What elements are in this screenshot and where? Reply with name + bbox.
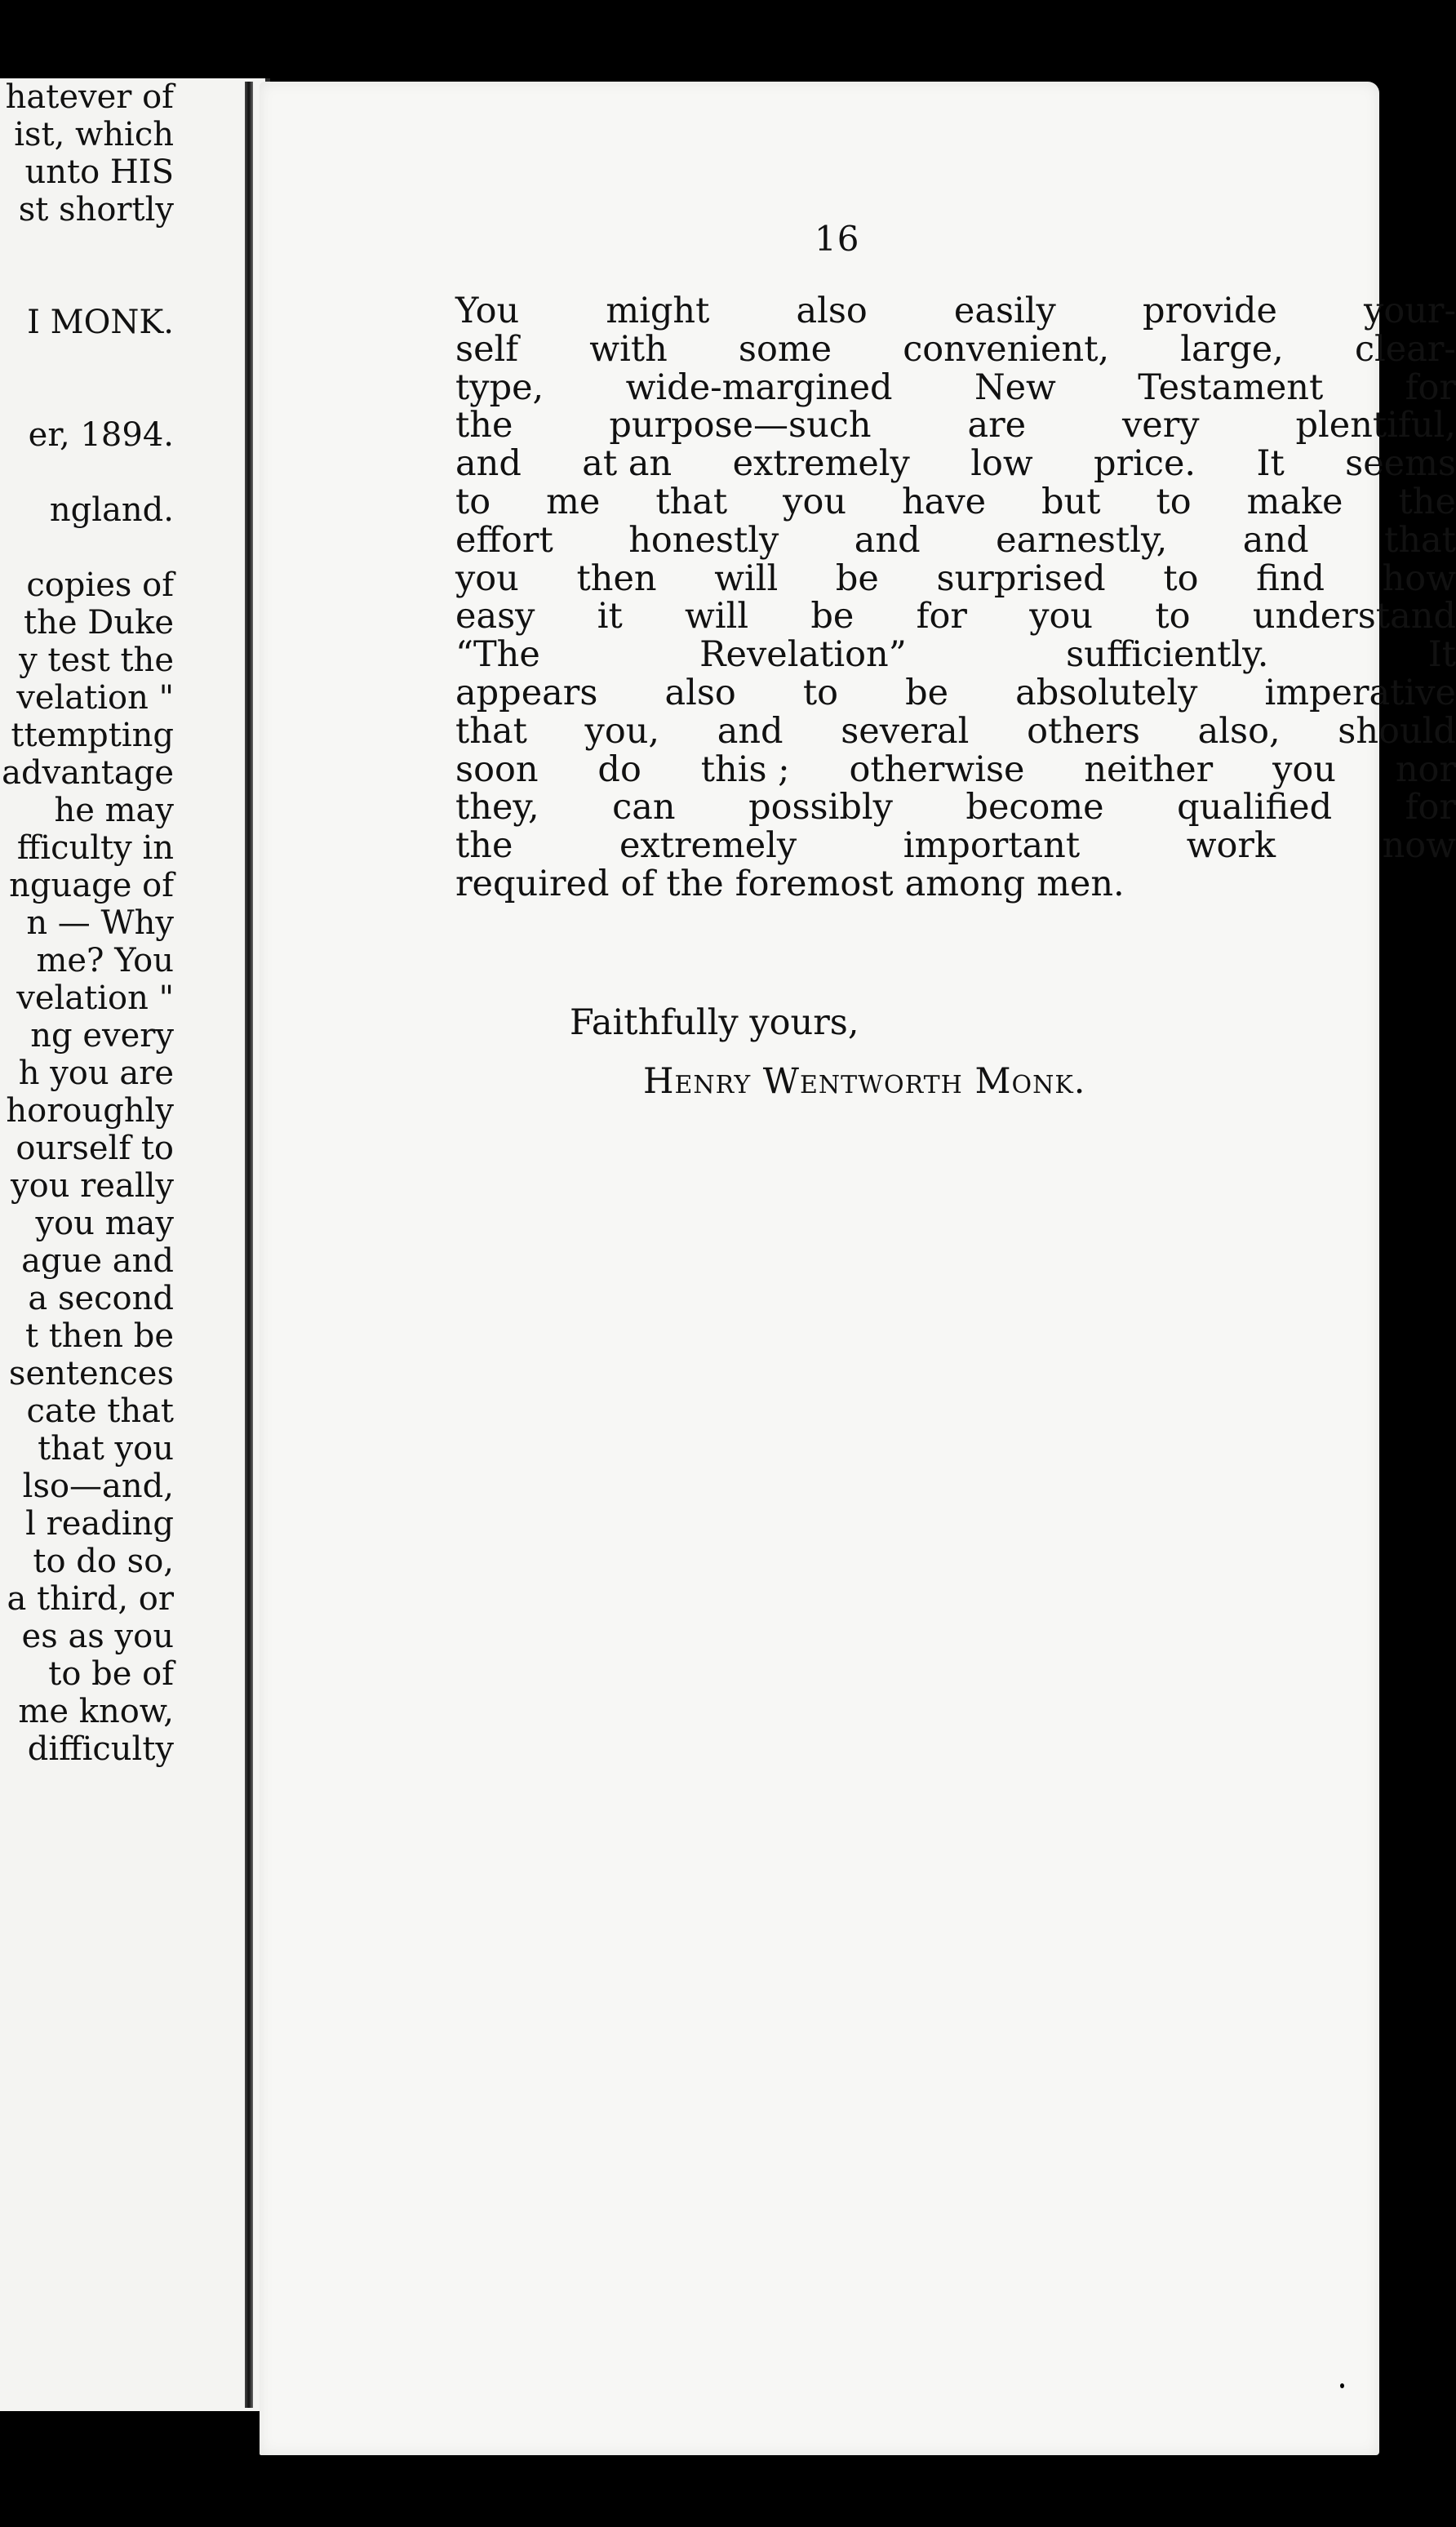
letter-word: easy	[455, 596, 535, 637]
letter-word: convenient,	[903, 328, 1110, 370]
letter-word: to	[455, 481, 491, 522]
previous-page-line: lso—and,	[22, 1468, 174, 1505]
letter-word: you	[1029, 596, 1094, 637]
letter-line	[455, 865, 1456, 904]
letter-word: to	[1163, 557, 1199, 599]
letter-word: men.	[1037, 863, 1125, 904]
letter-word: of	[620, 863, 655, 904]
letter-word: at an	[582, 443, 673, 485]
previous-page-line	[0, 229, 174, 266]
letter-line	[455, 827, 1456, 865]
previous-page-line: ngland.	[49, 491, 174, 529]
letter-word: surprised	[936, 557, 1106, 599]
letter-word: will	[714, 557, 779, 599]
previous-page-line: velation "	[16, 679, 174, 717]
letter-word: for	[1405, 787, 1456, 828]
letter-word: the	[455, 825, 513, 867]
previous-page-line: es as you	[21, 1618, 174, 1655]
letter-line	[455, 636, 1456, 674]
previous-page-line: er, 1894.	[28, 416, 174, 454]
letter-line	[455, 788, 1456, 827]
letter-word: clear-	[1354, 328, 1456, 370]
letter-word: New	[974, 366, 1056, 408]
letter-word: be	[810, 596, 855, 637]
letter-word: and	[455, 443, 522, 485]
letter-word: do	[597, 748, 641, 790]
letter-word: among	[904, 863, 1026, 904]
letter-line	[455, 674, 1456, 713]
previous-page-line: unto HIS	[24, 153, 174, 191]
previous-page-line	[0, 341, 174, 379]
previous-page-line: l reading	[25, 1505, 174, 1543]
previous-page-line: me? You	[36, 942, 174, 979]
scan-speck	[1340, 2383, 1344, 2388]
letter-word: to	[1155, 596, 1191, 637]
letter-word: but	[1041, 481, 1101, 522]
letter-line	[455, 406, 1456, 445]
letter-word: earnestly,	[996, 519, 1168, 561]
letter-word: and	[854, 519, 921, 561]
letter-word: seems	[1345, 443, 1456, 485]
letter-line	[455, 748, 1456, 790]
letter-word: possibly	[748, 787, 893, 828]
letter-word: how	[1382, 557, 1456, 599]
letter-word: imperative	[1264, 672, 1456, 713]
letter-word: that	[655, 481, 728, 522]
letter-line	[455, 557, 1456, 599]
letter-line	[455, 328, 1456, 370]
letter-word: you	[1272, 748, 1336, 790]
letter-line	[455, 445, 1456, 483]
previous-page-line: you really	[11, 1167, 174, 1205]
letter-word: might	[606, 291, 710, 331]
letter-word: be	[905, 672, 949, 713]
page-number: 16	[815, 219, 860, 259]
letter-word: type,	[455, 366, 544, 408]
letter-word: your-	[1364, 291, 1456, 331]
letter-word: work	[1186, 825, 1276, 867]
letter-word: make	[1246, 481, 1343, 522]
letter-word: will	[685, 596, 749, 637]
previous-page-line: me know,	[18, 1693, 174, 1730]
letter-word: large,	[1180, 328, 1284, 370]
letter-word: otherwise	[849, 748, 1025, 790]
letter-word: neither	[1084, 748, 1214, 790]
previous-page-line: I MONK.	[27, 304, 174, 341]
letter-word: with	[589, 328, 668, 370]
previous-page-line	[0, 379, 174, 416]
letter-word: also,	[1197, 710, 1281, 752]
letter-word: others	[1027, 710, 1140, 752]
letter-line	[455, 710, 1456, 752]
previous-page-fragment	[0, 78, 270, 2411]
previous-page-line: nguage of	[9, 867, 174, 904]
letter-word: honestly	[628, 519, 779, 561]
previous-page-line: the Duke	[24, 604, 174, 642]
letter-word: that	[1384, 519, 1456, 561]
previous-page-line	[0, 266, 174, 304]
letter-word: you	[783, 481, 847, 522]
letter-word: qualified	[1177, 787, 1333, 828]
letter-word: It	[1256, 443, 1285, 485]
letter-word: wide-margined	[625, 366, 893, 408]
letter-word: You	[455, 291, 520, 331]
previous-page-line: to be of	[48, 1655, 174, 1693]
previous-page-line: n — Why	[26, 904, 174, 942]
letter-word: the	[455, 405, 513, 446]
letter-word: very	[1121, 405, 1200, 446]
letter-word: understand	[1252, 596, 1456, 637]
letter-word: for	[916, 596, 967, 637]
letter-word: me	[546, 481, 601, 522]
previous-page-line: ague and	[21, 1242, 174, 1280]
previous-page-line: to do so,	[33, 1543, 174, 1580]
letter-word: easily	[953, 291, 1056, 331]
letter-word: extremely	[619, 825, 797, 867]
letter-line	[455, 483, 1456, 522]
letter-word: they,	[455, 787, 539, 828]
letter-word: provide	[1142, 291, 1277, 331]
previous-page-line: ist, which	[14, 116, 174, 153]
previous-page-line: t then be	[24, 1317, 174, 1355]
letter-word: you,	[584, 710, 660, 752]
letter-line	[455, 519, 1456, 561]
letter-word: the	[1398, 481, 1456, 522]
letter-signature: Henry Wentworth Monk.	[643, 1061, 1086, 1102]
previous-page-line: ng every	[30, 1017, 174, 1055]
letter-word: Testament	[1138, 366, 1324, 408]
letter-word: absolutely	[1015, 672, 1198, 713]
letter-word: are	[967, 405, 1027, 446]
letter-word: “The	[455, 634, 540, 676]
letter-word: also	[796, 291, 868, 331]
letter-word: have	[901, 481, 987, 522]
letter-word: this ;	[700, 748, 790, 790]
previous-page-line: a third, or	[7, 1580, 174, 1618]
letter-line	[455, 292, 1456, 331]
letter-word: soon	[455, 748, 539, 790]
letter-word: sufficiently.	[1066, 634, 1269, 676]
letter-word: Revelation”	[699, 634, 907, 676]
previous-page-line	[0, 454, 174, 491]
letter-word: effort	[455, 519, 553, 561]
letter-word: you	[455, 557, 519, 599]
letter-word: the	[666, 863, 724, 904]
letter-word: to	[802, 672, 839, 713]
letter-word: should	[1338, 710, 1456, 752]
previous-page-line: copies of	[26, 566, 174, 604]
letter-word: some	[738, 328, 832, 370]
letter-word: several	[841, 710, 970, 752]
previous-page-line: y test the	[19, 642, 174, 679]
previous-page-line: hatever of	[5, 78, 174, 116]
letter-body	[455, 292, 1456, 904]
letter-word: and	[717, 710, 783, 752]
letter-word: purpose—such	[609, 405, 872, 446]
current-page	[260, 82, 1456, 2455]
letter-word: It	[1427, 634, 1456, 676]
letter-word: become	[965, 787, 1104, 828]
letter-word: foremost	[735, 863, 894, 904]
previous-page-line: ourself to	[16, 1130, 174, 1167]
letter-word: now	[1382, 825, 1456, 867]
previous-page-line: horoughly	[6, 1092, 174, 1130]
previous-page-line: fficulty in	[16, 829, 174, 867]
letter-word: required	[455, 863, 610, 904]
letter-word: appears	[455, 672, 598, 713]
previous-page-line: difficulty	[27, 1730, 174, 1768]
previous-page-line	[0, 529, 174, 566]
letter-word: also	[664, 672, 736, 713]
previous-page-line: ttempting	[11, 717, 174, 754]
previous-page-text	[0, 78, 174, 1768]
previous-page-line: you may	[35, 1205, 174, 1242]
letter-word: to	[1156, 481, 1192, 522]
letter-word: and	[1242, 519, 1309, 561]
letter-word: can	[612, 787, 676, 828]
letter-word: plentiful,	[1295, 405, 1456, 446]
letter-line	[455, 366, 1456, 408]
scan-speck	[1334, 2481, 1340, 2489]
letter-word: extremely	[732, 443, 910, 485]
previous-page-line: cate that	[26, 1392, 174, 1430]
letter-word: for	[1405, 366, 1456, 408]
letter-word: it	[597, 596, 623, 637]
page-fold	[245, 82, 253, 2408]
previous-page-line: sentences	[8, 1355, 174, 1392]
letter-closing: Faithfully yours,	[570, 1002, 859, 1043]
letter-word: important	[903, 825, 1081, 867]
letter-line	[455, 597, 1456, 636]
letter-word: self	[455, 328, 519, 370]
letter-word: find	[1256, 557, 1325, 599]
previous-page-line: that you	[38, 1430, 174, 1468]
letter-word: nor	[1395, 748, 1456, 790]
letter-word: be	[835, 557, 879, 599]
previous-page-line: st shortly	[18, 191, 174, 229]
letter-word: then	[576, 557, 657, 599]
previous-page-line: advantage	[2, 754, 174, 792]
letter-word: price.	[1094, 443, 1196, 485]
letter-word: that	[455, 710, 527, 752]
letter-word: low	[970, 443, 1033, 485]
previous-page-line: h you are	[18, 1055, 174, 1092]
previous-page-line: he may	[54, 792, 174, 829]
previous-page-line: a second	[28, 1280, 174, 1317]
previous-page-line: velation "	[16, 979, 174, 1017]
